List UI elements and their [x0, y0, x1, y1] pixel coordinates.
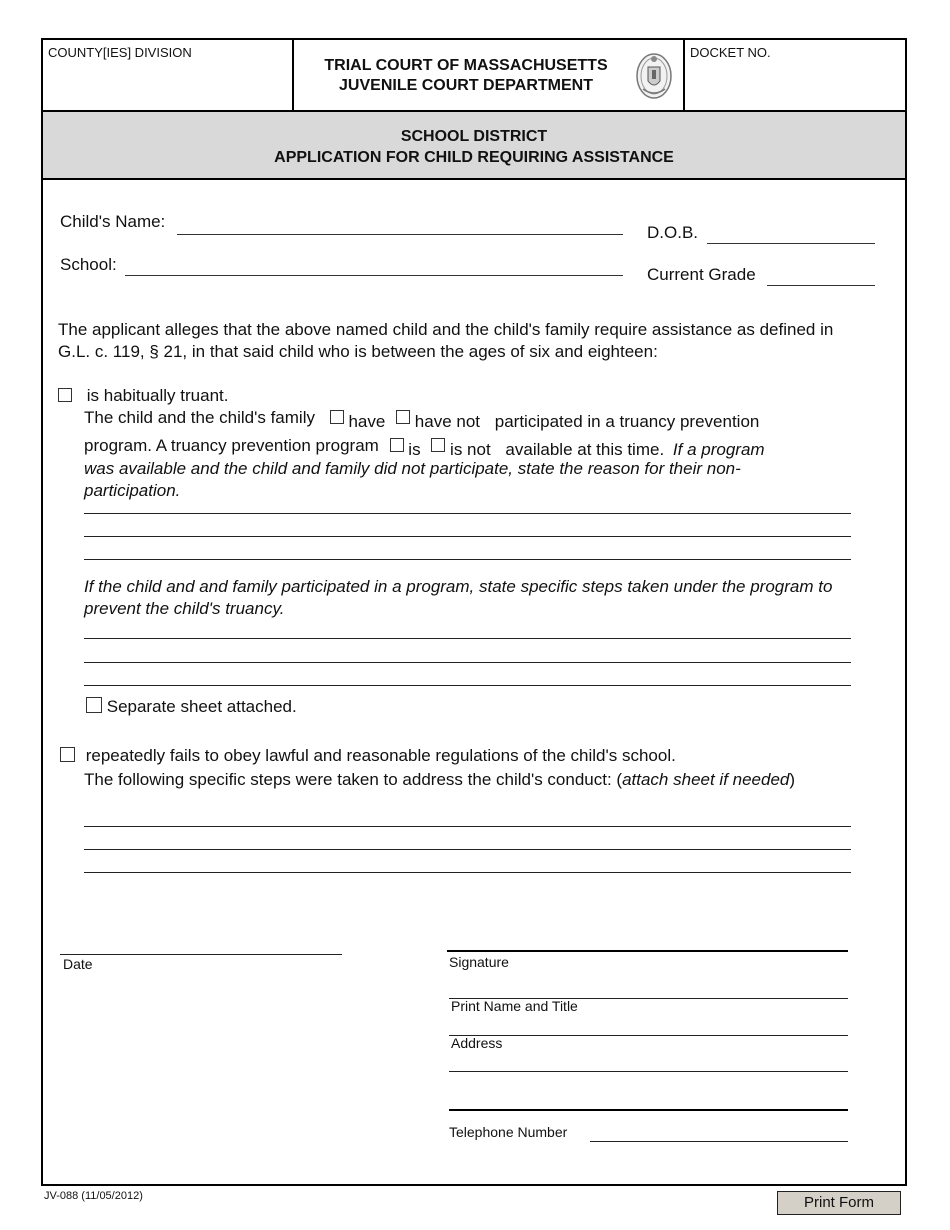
have-not-label: have not — [414, 412, 481, 431]
form-id: JV-088 (11/05/2012) — [44, 1190, 143, 1202]
header-divider-left — [292, 38, 294, 112]
dob-label: D.O.B. — [647, 223, 699, 242]
telephone-field[interactable] — [590, 1141, 848, 1142]
is-not-label: is not — [450, 440, 491, 459]
date-field[interactable] — [60, 954, 342, 955]
separate-sheet-option — [86, 696, 297, 718]
family-participation-line — [84, 407, 759, 429]
date-label: Date — [63, 956, 93, 972]
family-prefix: The child and the child's family — [84, 408, 315, 427]
truant-checkbox[interactable] — [58, 388, 72, 402]
steps-line-3[interactable] — [84, 685, 851, 686]
is-available-checkbox[interactable] — [390, 438, 404, 452]
form-title-line1: SCHOOL DISTRICT — [400, 128, 548, 145]
reason-line-3[interactable] — [84, 559, 851, 560]
reason-line-1[interactable] — [84, 513, 851, 514]
child-name-field[interactable] — [177, 234, 623, 235]
massachusetts-seal-icon — [634, 49, 674, 101]
address-field[interactable] — [449, 1035, 848, 1036]
conduct-line-2[interactable] — [84, 849, 851, 850]
conduct-line-3[interactable] — [84, 872, 851, 873]
reason-line-2[interactable] — [84, 536, 851, 537]
court-title — [296, 56, 636, 96]
signature-field[interactable] — [447, 950, 848, 952]
truant-option — [58, 385, 228, 407]
have-not-checkbox[interactable] — [396, 410, 410, 424]
address-line-3[interactable] — [449, 1109, 848, 1111]
form-title — [43, 126, 905, 168]
program-availability-line — [84, 435, 765, 457]
allegation-paragraph: The applicant alleges that the above named child and the child's family require assistance as defined in G.L. c. 119, § 21, in that said child who is between the ages of six and eighteen: — [58, 320, 834, 361]
regulations-label: repeatedly fails to obey lawful and reasonable regulations of the child's school. — [85, 746, 676, 765]
child-name-label: Child's Name: — [60, 212, 166, 231]
program-prefix: program. A truancy prevention program — [84, 436, 379, 455]
print-form-button[interactable]: Print Form — [777, 1191, 901, 1215]
is-label: is — [408, 440, 421, 459]
conduct-steps-instruction — [84, 769, 814, 791]
steps-line-2[interactable] — [84, 662, 851, 663]
separate-sheet-checkbox[interactable] — [86, 697, 102, 713]
have-checkbox[interactable] — [330, 410, 344, 424]
is-not-available-checkbox[interactable] — [431, 438, 445, 452]
print-name-label: Print Name and Title — [451, 998, 578, 1014]
regulations-checkbox[interactable] — [60, 747, 75, 762]
school-label: School: — [60, 255, 117, 274]
address-line-2[interactable] — [449, 1071, 848, 1072]
steps-line-1[interactable] — [84, 638, 851, 639]
signature-label: Signature — [449, 954, 509, 970]
header-divider-right — [683, 38, 685, 112]
conduct-steps-prefix: The following specific steps were taken to address the child's conduct: ( — [84, 770, 623, 789]
dob-field[interactable] — [707, 243, 875, 244]
current-grade-field[interactable] — [767, 285, 875, 286]
non-participation-instruction: was available and the child and family did not participate, state the reason for their non-participation. — [84, 459, 741, 500]
participated-suffix: participated in a truancy prevention — [494, 412, 760, 431]
court-name: TRIAL COURT OF MASSACHUSETTS — [324, 57, 608, 74]
docket-number-label: DOCKET NO. — [690, 45, 771, 60]
have-label: have — [348, 412, 386, 431]
form-title-line2: APPLICATION FOR CHILD REQUIRING ASSISTANCE — [274, 149, 674, 166]
regulations-option — [60, 745, 676, 767]
county-division-label: COUNTY[IES] DIVISION — [48, 45, 192, 60]
conduct-line-1[interactable] — [84, 826, 851, 827]
truant-label: is habitually truant. — [86, 386, 229, 405]
attach-sheet-note: attach sheet if needed — [622, 770, 790, 789]
conduct-steps-close: ) — [789, 770, 796, 789]
address-label: Address — [451, 1035, 503, 1051]
available-suffix: available at this time. — [505, 440, 665, 459]
truancy-steps-instruction: If the child and and family participated in a program, state specific steps taken under the program to prevent the child's truancy. — [84, 577, 833, 618]
italic-instruction-start: If a program — [672, 440, 765, 459]
school-field[interactable] — [125, 275, 623, 276]
court-department: JUVENILE COURT DEPARTMENT — [339, 77, 593, 94]
separate-sheet-label: Separate sheet attached. — [106, 697, 297, 716]
current-grade-label: Current Grade — [647, 265, 756, 284]
telephone-label: Telephone Number — [449, 1124, 568, 1140]
